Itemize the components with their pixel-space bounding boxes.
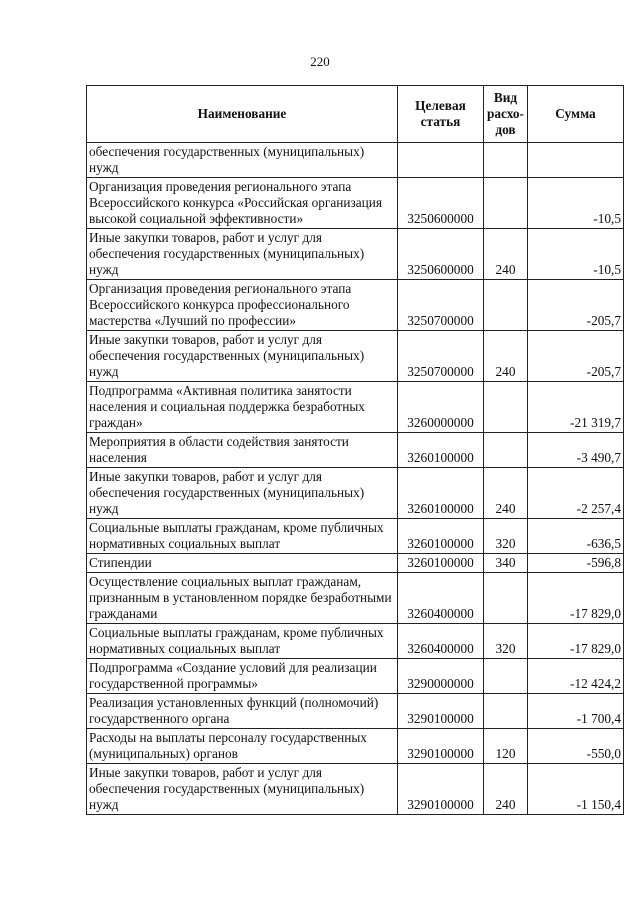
row-target-article: 3290000000 [398,659,484,694]
row-expense-type: 240 [484,468,528,519]
row-sum: -550,0 [528,729,624,764]
row-target-article: 3260000000 [398,382,484,433]
row-target-article: 3260400000 [398,573,484,624]
row-name: Иные закупки товаров, работ и услуг для обеспечения государственных (муниципальных) нужд [87,331,398,382]
row-sum: -596,8 [528,554,624,573]
table-row [87,764,624,815]
row-name: Расходы на выплаты персоналу государственных (муниципальных) органов [87,729,398,764]
table-row [87,573,624,624]
row-expense-type: 120 [484,729,528,764]
row-expense-type [484,659,528,694]
row-name: Мероприятия в области содействия занятости населения [87,433,398,468]
row-expense-type [484,433,528,468]
row-target-article: 3250700000 [398,331,484,382]
table-row [87,468,624,519]
table-row [87,382,624,433]
table-body [87,143,624,815]
row-name: Реализация установленных функций (полномочий) государственного органа [87,694,398,729]
row-name: Подпрограмма «Активная политика занятости населения и социальная поддержка безработных граждан» [87,382,398,433]
row-name: Иные закупки товаров, работ и услуг для обеспечения государственных (муниципальных) нужд [87,229,398,280]
row-target-article: 3250700000 [398,280,484,331]
row-name: Организация проведения регионального этапа Всероссийского конкурса профессионального мастерства «Лучший по профессии» [87,280,398,331]
row-expense-type [484,143,528,178]
row-expense-type: 340 [484,554,528,573]
row-expense-type: 240 [484,331,528,382]
row-sum: -12 424,2 [528,659,624,694]
row-target-article: 3290100000 [398,729,484,764]
header-expense-type: Вид расхо- дов [484,86,528,143]
row-expense-type [484,178,528,229]
row-expense-type [484,573,528,624]
header-sum: Сумма [528,86,624,143]
header-name: Наименование [87,86,398,143]
row-target-article: 3260100000 [398,468,484,519]
table-row [87,659,624,694]
row-sum: -17 829,0 [528,573,624,624]
row-sum: -17 829,0 [528,624,624,659]
row-expense-type: 320 [484,519,528,554]
row-name: обеспечения государственных (муниципальных) нужд [87,143,398,178]
table-row [87,694,624,729]
row-expense-type: 240 [484,229,528,280]
row-target-article: 3260100000 [398,433,484,468]
header-target-article: Целевая статья [398,86,484,143]
row-target-article: 3260100000 [398,519,484,554]
row-target-article: 3290100000 [398,764,484,815]
row-expense-type: 320 [484,624,528,659]
row-expense-type [484,694,528,729]
table-row [87,554,624,573]
row-sum: -1 700,4 [528,694,624,729]
row-sum: -2 257,4 [528,468,624,519]
row-target-article [398,143,484,178]
row-sum: -636,5 [528,519,624,554]
row-target-article: 3250600000 [398,178,484,229]
row-name: Иные закупки товаров, работ и услуг для обеспечения государственных (муниципальных) нужд [87,764,398,815]
row-target-article: 3290100000 [398,694,484,729]
row-sum [528,143,624,178]
table-row [87,331,624,382]
row-name: Подпрограмма «Создание условий для реализации государственной программы» [87,659,398,694]
table-row [87,729,624,764]
row-expense-type [484,280,528,331]
table-row [87,433,624,468]
row-target-article: 3260400000 [398,624,484,659]
table-row [87,624,624,659]
row-sum: -10,5 [528,229,624,280]
row-sum: -205,7 [528,331,624,382]
row-target-article: 3260100000 [398,554,484,573]
row-expense-type [484,382,528,433]
row-sum: -205,7 [528,280,624,331]
row-sum: -10,5 [528,178,624,229]
row-target-article: 3250600000 [398,229,484,280]
row-expense-type: 240 [484,764,528,815]
table-header-row [87,86,624,143]
row-name: Иные закупки товаров, работ и услуг для обеспечения государственных (муниципальных) нужд [87,468,398,519]
table-row [87,143,624,178]
row-name: Социальные выплаты гражданам, кроме публичных нормативных социальных выплат [87,519,398,554]
row-name: Стипендии [87,554,398,573]
table-row [87,519,624,554]
row-name: Социальные выплаты гражданам, кроме публичных нормативных социальных выплат [87,624,398,659]
row-sum: -3 490,7 [528,433,624,468]
row-sum: -1 150,4 [528,764,624,815]
row-name: Осуществление социальных выплат гражданам, признанным в установленном порядке безработными гражданами [87,573,398,624]
row-sum: -21 319,7 [528,382,624,433]
budget-table [86,85,624,815]
page-number: 220 [310,54,330,69]
table-row [87,178,624,229]
table-row [87,280,624,331]
row-name: Организация проведения регионального этапа Всероссийского конкурса «Российская организация высокой социальной эффективности» [87,178,398,229]
table-row [87,229,624,280]
